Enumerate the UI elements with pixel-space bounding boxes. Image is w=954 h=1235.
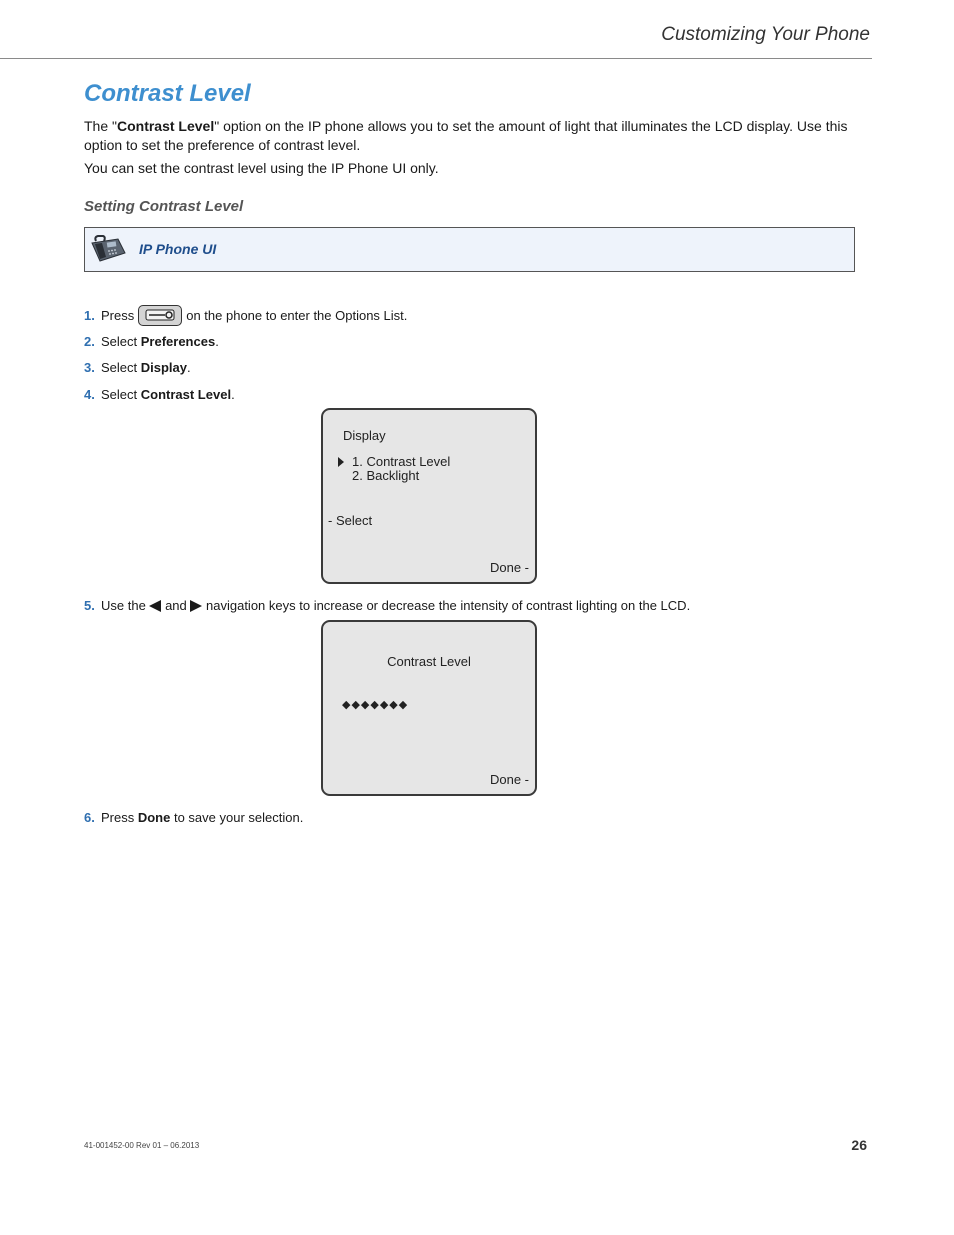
step-number: 3. [84, 360, 95, 375]
lcd-contrast-level [321, 620, 537, 796]
step-text: Use the [101, 598, 146, 613]
selection-pointer-icon [338, 457, 344, 467]
step-2 [84, 333, 219, 350]
header-divider [0, 58, 872, 59]
step-number: 6. [84, 810, 95, 825]
step-text: to save your selection. [170, 810, 304, 825]
step-text: Select [101, 360, 141, 375]
step-4 [84, 386, 235, 403]
step-text: navigation keys to increase or decrease the intensity of contrast lighting on the LCD. [206, 598, 691, 613]
section-title: Contrast Level [84, 80, 251, 107]
step-bold: Done [137, 810, 171, 825]
options-key-icon [138, 305, 182, 326]
lcd-display-menu [321, 408, 537, 584]
ip-phone-ui-label: IP Phone UI [139, 241, 217, 257]
step-text: Select [101, 387, 141, 402]
right-arrow-key-icon [190, 600, 202, 612]
lcd-right-softkey: Done - [489, 560, 529, 575]
lcd-title: Contrast Level [387, 654, 471, 669]
step-number: 5. [84, 598, 95, 613]
step-6 [84, 809, 303, 826]
running-header-title: Customizing Your Phone [661, 24, 870, 45]
intro-pre: The " [84, 118, 117, 134]
step-3 [84, 359, 191, 376]
ui-only-note: You can set the contrast level using the IP Phone UI only. [84, 160, 439, 176]
ip-phone-icon [89, 234, 127, 264]
step-text: Select [101, 334, 141, 349]
step-number: 4. [84, 387, 95, 402]
step-text: on the phone to enter the Options List. [186, 307, 408, 323]
step-text: . [215, 334, 219, 349]
lcd-menu-item: 1. Contrast Level [352, 454, 451, 469]
step-bold: Display [140, 360, 187, 375]
left-arrow-key-icon [149, 600, 161, 612]
intro-bold: Contrast Level [116, 118, 215, 134]
page-number: 26 [851, 1137, 867, 1153]
step-text: . [187, 360, 191, 375]
lcd-title: Display [343, 428, 386, 443]
intro-paragraph [84, 117, 864, 155]
step-text: Press [101, 810, 138, 825]
step-bold: Preferences [140, 334, 216, 349]
step-1 [84, 306, 407, 327]
lcd-right-softkey: Done - [489, 772, 529, 787]
intro-post: " option on the IP phone allows you to set the amount of light that illuminates the LCD display. Use this option to set the preference of contrast level. [84, 118, 848, 153]
step-5 [84, 597, 690, 614]
contrast-level-bar: ◆◆◆◆◆◆◆ [342, 698, 409, 711]
step-number: 1. [84, 307, 95, 323]
step-number: 2. [84, 334, 95, 349]
subsection-title: Setting Contrast Level [84, 198, 244, 215]
step-text: Press [101, 307, 135, 323]
step-text: and [165, 598, 187, 613]
footer-doc-id: 41-001452-00 Rev 01 – 06.2013 [84, 1141, 200, 1150]
lcd-left-softkey: - Select [328, 513, 373, 528]
lcd-menu-item: 2. Backlight [352, 468, 420, 483]
step-text: . [231, 387, 235, 402]
step-bold: Contrast Level [140, 387, 232, 402]
ip-phone-ui-box [84, 227, 855, 272]
